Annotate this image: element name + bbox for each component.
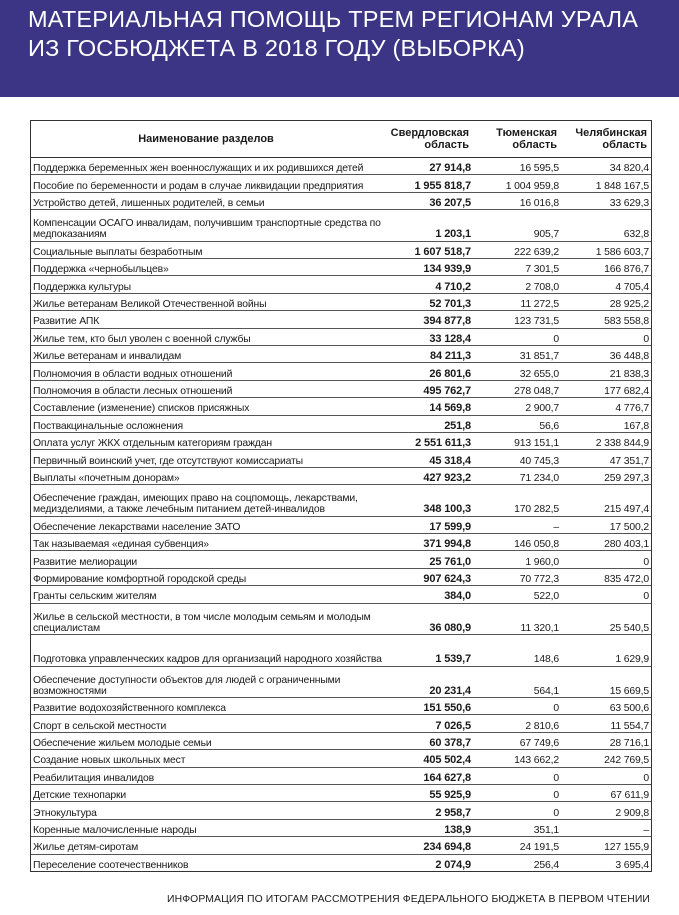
cell-tyumen: 170 282,5 — [473, 485, 561, 517]
cell-chelyabinsk: 280 403,1 — [561, 534, 651, 551]
cell-section-name: Жилье детям-сиротам — [31, 837, 385, 854]
page-title: МАТЕРИАЛЬНАЯ ПОМОЩЬ ТРЕМ РЕГИОНАМ УРАЛА ИЗ ГОСБЮДЖЕТА В 2018 ГОДУ (ВЫБОРКА) — [28, 6, 639, 61]
cell-tyumen: 222 639,2 — [473, 241, 561, 258]
table-row — [31, 666, 651, 698]
cell-sverdlovsk: 7 026,5 — [385, 715, 473, 732]
cell-tyumen: 0 — [473, 785, 561, 802]
cell-tyumen: 123 731,5 — [473, 311, 561, 328]
cell-tyumen: 16 016,8 — [473, 192, 561, 209]
cell-tyumen: 905,7 — [473, 210, 561, 242]
units-label: (ТЫС. РУБ.) — [582, 71, 649, 83]
cell-tyumen: 913 151,1 — [473, 432, 561, 449]
cell-sverdlovsk: 2 074,9 — [435, 858, 471, 871]
cell-section-name: Поддержка беременных жен военнослужащих и их родившихся детей — [31, 158, 385, 175]
cell-sverdlovsk: 427 923,2 — [385, 467, 473, 484]
cell-sverdlovsk: 60 378,7 — [385, 732, 473, 749]
table-row — [31, 767, 651, 784]
table-row — [31, 259, 651, 276]
cell-chelyabinsk: 33 629,3 — [561, 192, 651, 209]
header-banner — [0, 0, 679, 97]
table-header-row — [31, 121, 651, 158]
cell-tyumen: 67 749,6 — [473, 732, 561, 749]
budget-table-container — [30, 120, 652, 872]
cell-chelyabinsk: 0 — [561, 586, 651, 603]
cell-section-name: Первичный воинский учет, где отсутствуют комиссариаты — [31, 450, 385, 467]
cell-tyumen: 256,4 — [533, 859, 559, 871]
cell-chelyabinsk: 2 909,8 — [561, 802, 651, 819]
cell-tyumen: 56,6 — [473, 415, 561, 432]
cell-section-name: Жилье в сельской местности, в том числе молодым семьям и молодым специалистам — [31, 603, 385, 635]
cell-section-name: Обеспечение доступности объектов для людей с ограниченными возможностями — [31, 666, 385, 698]
cell-chelyabinsk: 3 695,4 — [615, 859, 649, 871]
table-row — [31, 785, 651, 802]
cell-sverdlovsk: 1 203,1 — [385, 210, 473, 242]
cell-section-name: Поствакцинальные осложнения — [31, 415, 385, 432]
cell-chelyabinsk: – — [561, 819, 651, 836]
cell-tyumen: 11 272,5 — [473, 293, 561, 310]
cell-chelyabinsk: 0 — [561, 328, 651, 345]
cell-section-name: Полномочия в области лесных отношений — [31, 380, 385, 397]
cell-tyumen: 31 851,7 — [473, 346, 561, 363]
cell-sverdlovsk: 495 762,7 — [385, 380, 473, 397]
cell-section-name: Коренные малочисленные народы — [31, 819, 385, 836]
table-row — [31, 467, 651, 484]
cell-section-name: Оплата услуг ЖКХ отдельным категориям граждан — [31, 432, 385, 449]
table-body — [31, 158, 651, 872]
cell-section-name: Гранты сельским жителям — [31, 586, 385, 603]
table-row — [31, 293, 651, 310]
cell-chelyabinsk: 36 448,8 — [561, 346, 651, 363]
cell-tyumen: 7 301,5 — [473, 259, 561, 276]
table-row — [31, 819, 651, 836]
cell-chelyabinsk: 11 554,7 — [561, 715, 651, 732]
table-row — [31, 276, 651, 293]
cell-section-name: Обеспечение лекарствами население ЗАТО — [31, 516, 385, 533]
table-row — [31, 380, 651, 397]
cell-chelyabinsk: 0 — [561, 551, 651, 568]
cell-tyumen: 11 320,1 — [473, 603, 561, 635]
cell-tyumen: 40 745,3 — [473, 450, 561, 467]
cell-chelyabinsk: 0 — [561, 767, 651, 784]
cell-tyumen: 71 234,0 — [473, 467, 561, 484]
cell-chelyabinsk: 166 876,7 — [561, 259, 651, 276]
cell-chelyabinsk: 632,8 — [561, 210, 651, 242]
cell-sverdlovsk: 251,8 — [385, 415, 473, 432]
cell-tyumen: 351,1 — [473, 819, 561, 836]
column-header-tyumen: Тюменская область — [473, 121, 561, 158]
table-row — [31, 450, 651, 467]
cell-tyumen: 0 — [473, 698, 561, 715]
table-row — [31, 398, 651, 415]
cell-section-name: Формирование комфортной городской среды — [31, 568, 385, 585]
cell-chelyabinsk: 167,8 — [561, 415, 651, 432]
table-row — [31, 192, 651, 209]
cell-section-name: Так называемая «единая субвенция» — [31, 534, 385, 551]
cell-chelyabinsk: 17 500,2 — [561, 516, 651, 533]
cell-chelyabinsk: 835 472,0 — [561, 568, 651, 585]
cell-section-name: Жилье тем, кто был уволен с военной службы — [31, 328, 385, 345]
cell-chelyabinsk: 259 297,3 — [561, 467, 651, 484]
cell-sverdlovsk: 36 207,5 — [385, 192, 473, 209]
cell-sverdlovsk: 1 607 518,7 — [385, 241, 473, 258]
table-row — [31, 534, 651, 551]
table-row — [31, 415, 651, 432]
table-row — [31, 346, 651, 363]
cell-section-name: Социальные выплаты безработным — [31, 241, 385, 258]
cell-sverdlovsk: 17 599,9 — [385, 516, 473, 533]
table-row — [31, 603, 651, 635]
cell-chelyabinsk: 2 338 844,9 — [561, 432, 651, 449]
table-row — [31, 802, 651, 819]
cell-sverdlovsk: 36 080,9 — [385, 603, 473, 635]
cell-section-name: Компенсации ОСАГО инвалидам, получившим транспортные средства по медпоказаниям — [31, 210, 385, 242]
table-row — [31, 568, 651, 585]
cell-section-name: Составление (изменение) списков присяжных — [31, 398, 385, 415]
cell-section-name: Реабилитация инвалидов — [31, 767, 385, 784]
table-row — [31, 210, 651, 242]
cell-tyumen: 522,0 — [473, 586, 561, 603]
table-row — [31, 516, 651, 533]
cell-tyumen: 143 662,2 — [473, 750, 561, 767]
cell-sverdlovsk: 84 211,3 — [385, 346, 473, 363]
cell-sverdlovsk: 26 801,6 — [385, 363, 473, 380]
cell-sverdlovsk: 1 955 818,7 — [385, 175, 473, 192]
cell-chelyabinsk: 63 500,6 — [561, 698, 651, 715]
cell-tyumen: 32 655,0 — [473, 363, 561, 380]
cell-sverdlovsk: 371 994,8 — [385, 534, 473, 551]
table-row — [31, 158, 651, 175]
cell-section-name: Спорт в сельской местности — [31, 715, 385, 732]
cell-tyumen: 1 960,0 — [473, 551, 561, 568]
cell-chelyabinsk: 215 497,4 — [561, 485, 651, 517]
cell-section-name: Устройство детей, лишенных родителей, в семьи — [31, 192, 385, 209]
cell-sverdlovsk: 164 627,8 — [385, 767, 473, 784]
cell-sverdlovsk: 138,9 — [385, 819, 473, 836]
cell-sverdlovsk: 2 958,7 — [385, 802, 473, 819]
cell-section-name: Пособие по беременности и родам в случае ликвидации предприятия — [31, 175, 385, 192]
column-header-sverdlovsk: Свердловская область — [385, 121, 473, 158]
cell-tyumen: 70 772,3 — [473, 568, 561, 585]
table-row — [31, 750, 651, 767]
cell-section-name: Детские технопарки — [31, 785, 385, 802]
footer-note — [0, 894, 679, 905]
cell-section-name: Переселение соотечественников — [33, 859, 189, 871]
cell-sverdlovsk: 20 231,4 — [385, 666, 473, 698]
cell-section-name: Жилье ветеранам Великой Отечественной войны — [31, 293, 385, 310]
cell-section-name: Жилье ветеранам и инвалидам — [31, 346, 385, 363]
table-row — [31, 363, 651, 380]
cell-tyumen: 2 810,6 — [473, 715, 561, 732]
cell-sverdlovsk: 25 761,0 — [385, 551, 473, 568]
cell-section-name: Поддержка «чернобыльцев» — [31, 259, 385, 276]
budget-table — [31, 121, 651, 871]
table-row — [31, 586, 651, 603]
cell-tyumen: – — [473, 516, 561, 533]
cell-chelyabinsk: 47 351,7 — [561, 450, 651, 467]
cell-sverdlovsk: 52 701,3 — [385, 293, 473, 310]
cell-tyumen: 564,1 — [473, 666, 561, 698]
cell-sverdlovsk: 45 318,4 — [385, 450, 473, 467]
cell-section-name: Развитие мелиорации — [31, 551, 385, 568]
table-row — [31, 328, 651, 345]
table-row — [31, 432, 651, 449]
cell-chelyabinsk: 25 540,5 — [561, 603, 651, 635]
cell-tyumen: 278 048,7 — [473, 380, 561, 397]
cell-section-name: Выплаты «почетным донорам» — [31, 467, 385, 484]
cell-sverdlovsk: 55 925,9 — [385, 785, 473, 802]
cell-sverdlovsk: 151 550,6 — [385, 698, 473, 715]
cell-sverdlovsk: 394 877,8 — [385, 311, 473, 328]
cell-chelyabinsk: 1 586 603,7 — [561, 241, 651, 258]
cell-chelyabinsk: 28 716,1 — [561, 732, 651, 749]
cell-sverdlovsk: 2 551 611,3 — [385, 432, 473, 449]
cell-section-name: Развитие водохозяйственного комплекса — [31, 698, 385, 715]
cell-sverdlovsk: 384,0 — [385, 586, 473, 603]
cell-sverdlovsk: 4 710,2 — [385, 276, 473, 293]
cell-sverdlovsk: 134 939,9 — [385, 259, 473, 276]
table-row — [31, 485, 651, 517]
cell-chelyabinsk: 28 925,2 — [561, 293, 651, 310]
cell-chelyabinsk: 4 705,4 — [561, 276, 651, 293]
cell-tyumen: 24 191,5 — [473, 837, 561, 854]
cell-chelyabinsk: 15 669,5 — [561, 666, 651, 698]
cell-chelyabinsk: 127 155,9 — [561, 837, 651, 854]
cell-tyumen: 146 050,8 — [473, 534, 561, 551]
cell-chelyabinsk: 67 611,9 — [561, 785, 651, 802]
cell-chelyabinsk: 1 848 167,5 — [561, 175, 651, 192]
cell-tyumen: 2 900,7 — [473, 398, 561, 415]
table-row — [31, 715, 651, 732]
cell-section-name: Полномочия в области водных отношений — [31, 363, 385, 380]
table-row — [31, 837, 651, 854]
cell-sverdlovsk: 405 502,4 — [385, 750, 473, 767]
table-row — [31, 698, 651, 715]
cell-tyumen: 0 — [473, 767, 561, 784]
cell-section-name: Обеспечение граждан, имеющих право на соцпомощь, лекарствами, медизделиями, а также лечебным питанием детей-инвалидов — [31, 485, 385, 517]
cell-section-name: Поддержка культуры — [31, 276, 385, 293]
cell-sverdlovsk: 348 100,3 — [385, 485, 473, 517]
cell-tyumen: 2 708,0 — [473, 276, 561, 293]
cell-tyumen: 0 — [473, 328, 561, 345]
column-header-name: Наименование разделов — [31, 121, 385, 158]
cell-sverdlovsk: 14 569,8 — [385, 398, 473, 415]
footer-text: ИНФОРМАЦИЯ ПО ИТОГАМ РАССМОТРЕНИЯ ФЕДЕРАЛЬНОГО БЮДЖЕТА В ПЕРВОМ ЧТЕНИИ — [167, 894, 650, 905]
table-row — [31, 175, 651, 192]
cell-chelyabinsk: 1 629,9 — [561, 635, 651, 667]
cell-chelyabinsk: 21 838,3 — [561, 363, 651, 380]
cell-tyumen: 148,6 — [473, 635, 561, 667]
cell-chelyabinsk: 4 776,7 — [561, 398, 651, 415]
table-row — [31, 551, 651, 568]
table-row — [31, 635, 651, 667]
cell-tyumen: 1 004 959,8 — [473, 175, 561, 192]
cell-section-name: Создание новых школьных мест — [31, 750, 385, 767]
cell-sverdlovsk: 234 694,8 — [385, 837, 473, 854]
cell-chelyabinsk: 583 558,8 — [561, 311, 651, 328]
cell-tyumen: 0 — [473, 802, 561, 819]
column-header-chelyabinsk: Челябинская область — [561, 121, 651, 158]
table-row — [31, 311, 651, 328]
cell-sverdlovsk: 33 128,4 — [385, 328, 473, 345]
table-row — [31, 241, 651, 258]
cell-section-name: Развитие АПК — [31, 311, 385, 328]
cell-section-name: Подготовка управленческих кадров для организаций народного хозяйства — [31, 635, 385, 667]
table-row — [31, 854, 651, 871]
cell-chelyabinsk: 34 820,4 — [561, 158, 651, 175]
cell-sverdlovsk: 1 539,7 — [385, 635, 473, 667]
table-row — [31, 732, 651, 749]
cell-sverdlovsk: 907 624,3 — [385, 568, 473, 585]
cell-sverdlovsk: 27 914,8 — [385, 158, 473, 175]
cell-section-name: Обеспечение жильем молодые семьи — [31, 732, 385, 749]
cell-section-name: Этнокультура — [31, 802, 385, 819]
cell-tyumen: 16 595,5 — [473, 158, 561, 175]
cell-chelyabinsk: 242 769,5 — [561, 750, 651, 767]
cell-chelyabinsk: 177 682,4 — [561, 380, 651, 397]
